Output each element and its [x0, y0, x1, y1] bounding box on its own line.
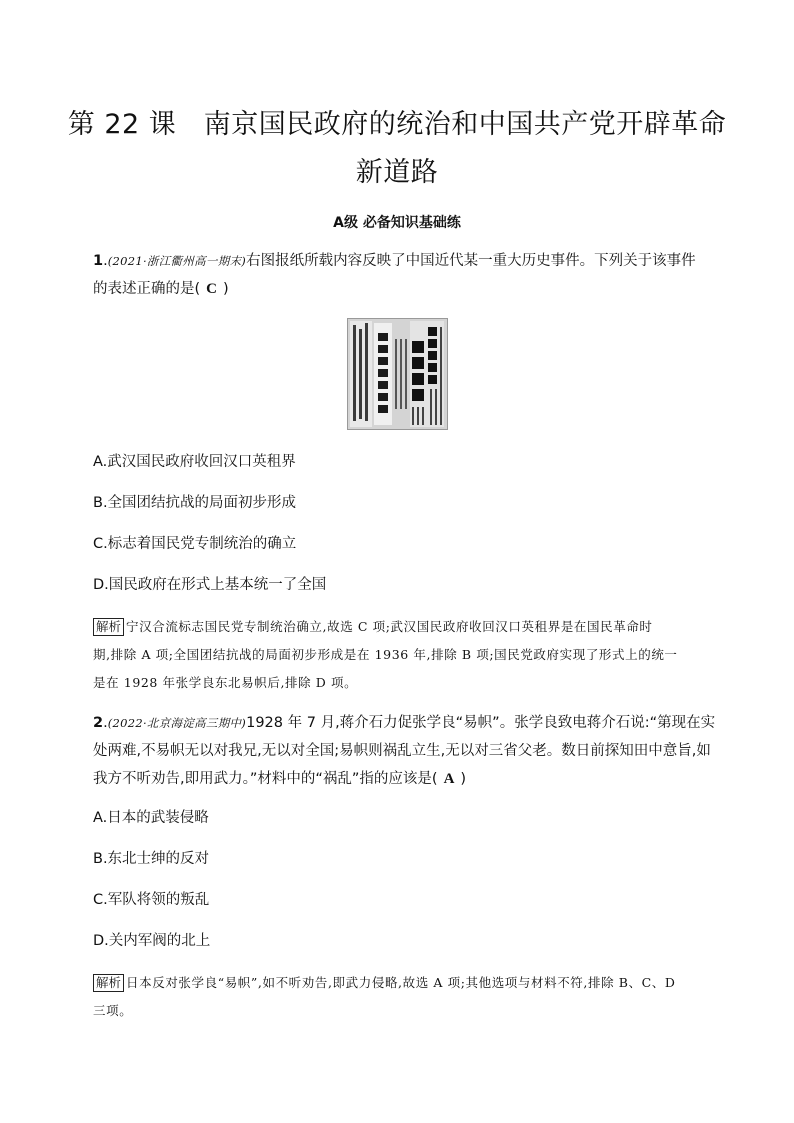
q1-analysis-text-1: 宁汉合流标志国民党专制统治确立,故选 C 项;武汉国民政府收回汉口英租界是在国民革命时 [126, 619, 653, 634]
q2-stem-text-1: 1928 年 7 月,蒋介石力促张学良“易帜”。张学良致电蒋介石说:“第现在实 [246, 715, 716, 731]
q2-option-b: B.东北士绅的反对 [93, 851, 210, 867]
q1-source: (2021·浙江衢州高一期末) [107, 254, 247, 268]
page-title-line-1: 第 22 课 南京国民政府的统治和中国共产党开辟革命 [67, 109, 727, 140]
q1-stem-text-1: 右图报纸所载内容反映了中国近代某一重大历史事件。下列关于该事件 [246, 253, 696, 269]
q2-stem-close: ) [460, 771, 467, 787]
q2-answer: A [443, 771, 455, 787]
q2-option-a: A.日本的武装侵略 [93, 810, 209, 826]
q1-stem-line-2 [93, 279, 713, 299]
q1-number: 1 [93, 253, 104, 269]
q1-option-a: A.武汉国民政府收回汉口英租界 [93, 454, 296, 470]
q1-option-c: C.标志着国民党专制统治的确立 [93, 536, 297, 552]
section-level-heading: A级 必备知识基础练 [333, 215, 461, 231]
q1-stem-text-2: 的表述正确的是( [93, 281, 201, 297]
q2-stem-line-2: 处两难,不易帜无以对我兄,无以对全国;易帜则祸乱立生,无以对三省父老。数日前探知田中意旨,如 [93, 743, 711, 759]
page-title-line-2: 新道路 [355, 157, 439, 188]
q2-analysis-line-2: 三项。 [93, 1003, 133, 1018]
q1-stem-close: ) [223, 281, 229, 297]
q1-option-b: B.全国团结抗战的局面初步形成 [93, 495, 297, 511]
q1-analysis-line-2: 期,排除 A 项;全国团结抗战的局面初步形成是在 1936 年,排除 B 项;国民党政府实现了形式上的统一 [93, 647, 678, 662]
q2-source: (2022·北京海淀高三期中) [107, 716, 247, 730]
q1-analysis-line-3: 是在 1928 年张学良东北易帜后,排除 D 项。 [93, 675, 358, 690]
newspaper-photo [347, 318, 448, 430]
q2-stem-line-1: 2.(2022·北京海淀高三期中)1928 年 7 月,蒋介石力促张学良“易帜”。张学良致电蒋介石说:“第现在实 [93, 715, 716, 731]
q1-answer: C [206, 281, 218, 297]
q2-number: 2 [93, 715, 104, 731]
q2-option-c: C.军队将领的叛乱 [93, 892, 210, 908]
q2-stem-text-3: 我方不听劝告,即用武力。”材料中的“祸乱”指的应该是( [93, 771, 438, 787]
q2-stem-line-3 [93, 769, 713, 789]
q2-analysis-line-1 [93, 973, 703, 993]
q1-stem-line-1: 1.(2021·浙江衢州高一期末)右图报纸所载内容反映了中国近代某一重大历史事件。下列关于该事件 [93, 253, 696, 269]
q2-option-d: D.关内军阀的北上 [93, 933, 211, 949]
q2-analysis-text-1: 日本反对张学良“易帜”,如不听劝告,即武力侵略,故选 A 项;其他选项与材料不符,排除 B、C、D [126, 975, 676, 990]
q1-analysis-line-1 [93, 617, 703, 637]
q1-analysis-tag: 解析 [93, 618, 124, 636]
q2-analysis-tag: 解析 [93, 974, 124, 992]
q1-option-d: D.国民政府在形式上基本统一了全国 [93, 577, 327, 593]
